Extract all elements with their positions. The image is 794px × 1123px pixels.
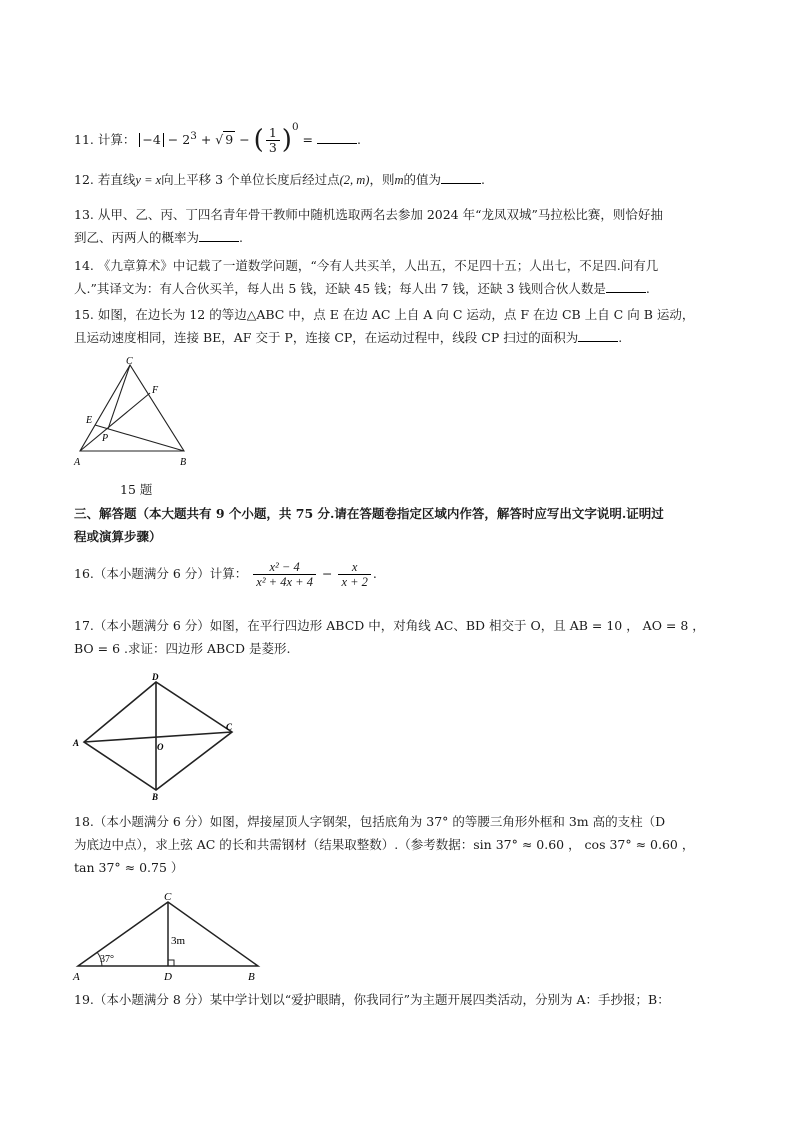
label-c: C [126,356,133,367]
label-height: 3m [171,935,186,947]
q11-equals: = [302,132,314,147]
q12-m: m [394,173,404,187]
q15-line-2-text: 且运动速度相同，连接 BE，AF 交于 P，连接 CP，在运动过程中，线段 CP 扫过的面积为 [74,330,579,345]
section-3-line-2: 程或演算步骤） [74,529,162,544]
q16-fraction-2 [338,560,370,589]
q11-minus2: − [239,132,250,147]
label-f: F [152,385,159,396]
q16-f2-num: x [338,560,370,575]
q11-base: 2 [182,132,191,147]
q14-line-2: 人.”其译文为：有人合伙买羊，每人出 5 钱，还缺 45 钱；每人出 7 钱，还缺 3 钱则合伙人数是 . [74,281,650,296]
q11-paren-left: ( [253,125,264,155]
q11-exponent: 3 [190,129,197,142]
q11-radicand: 9 [225,132,234,147]
q11-number: 11. [74,132,94,147]
q16-label: 16.（本小题满分 6 分）计算： [74,566,248,581]
q15-figure-caption: 15 题 [120,482,153,497]
q14-line-2-text: 人.”其译文为：有人合伙买羊，每人出 5 钱，还缺 45 钱；每人出 7 钱，还缺 3 钱则合伙人数是 [74,281,606,296]
q16-f1-num: x² − 4 [253,560,316,575]
q18-roof-truss-figure [68,888,268,984]
q11-frac-num: 1 [266,126,280,141]
q15-triangle-figure [68,355,198,473]
label-c: C [226,722,233,732]
question-16 [74,560,724,589]
q17-line-2: BO = 6 .求证：四边形 ABCD 是菱形. [74,641,291,656]
q11-answer-blank[interactable] [317,131,357,144]
q19-line-1: 19.（本小题满分 8 分）某中学计划以“爱护眼睛，你我同行”为主题开展四类活动，分别为 A：手抄报；B： [74,992,670,1007]
q11-fraction [266,126,280,155]
q16-period: . [372,566,377,581]
section-3-line-1: 三、解答题（本大题共有 9 个小题，共 75 分.请在答题卷指定区域内作答，解答时应写出文字说明.证明过 [74,506,664,521]
q16-minus: − [321,566,333,581]
diagonal-ac [84,732,232,742]
label-e: E [86,415,93,426]
q13-line-1: 13. 从甲、乙、丙、丁四名青年骨干教师中随机选取两名去参加 2024 年“龙凤双城”马拉松比赛，则恰好抽 [74,207,663,222]
q11-plus: + [200,132,212,147]
label-a: A [73,971,80,983]
section-3-heading [74,502,724,548]
q17-line-1: 17.（本小题满分 6 分）如图，在平行四边形 ABCD 中，对角线 AC、BD 相交于 O，且 AB = 10 ， AO = 8 ， [74,618,705,633]
label-d: D [164,971,172,983]
label-b: B [180,457,187,468]
q18-line-2: 为底边中点），求上弦 AC 的长和共需钢材（结果取整数）.（参考数据：sin 37° ≈ 0.60 ， cos 37° ≈ 0.60 ， [74,837,695,852]
label-o: O [157,742,164,752]
q12-number: 12. [74,172,94,187]
q16-f1-den: x² + 4x + 4 [256,575,313,589]
q11-abs-value: −4 [142,132,161,147]
question-12: 12. 若直线y = x向上平移 3 个单位长度后经过点(2, m)，则m的值为 . [74,172,485,187]
q14-line-1: 14. 《九章算术》中记载了一道数学问题，“今有人共买羊，人出五，不足四十五；人出七，不足四.问有几 [74,258,659,273]
label-c: C [164,891,172,903]
q18-line-1: 18.（本小题满分 6 分）如图，焊接屋顶人字钢架，包括底角为 37° 的等腰三角形外框和 3m 高的支柱（D [74,814,666,829]
q12-text-4: 的值为 [403,172,441,187]
q16-fraction-1 [253,560,316,589]
q13-answer-blank[interactable] [199,229,239,242]
question-18 [74,810,724,879]
label-p: P [102,433,109,444]
label-d: D [152,672,159,682]
q12-equation: y = x [135,173,162,187]
q12-point: (2, m) [339,173,370,187]
q11-power-zero: 0 [291,121,299,133]
q14-answer-blank[interactable] [606,280,646,293]
q12-text-1: 若直线 [97,172,136,187]
rhombus-abcd [84,682,232,790]
q18-line-3: tan 37° ≈ 0.75 ） [74,860,184,875]
q13-line-2: 到乙、丙两人的概率为 . [74,230,243,245]
label-a: A [73,738,80,748]
q16-f2-den: x + 2 [341,575,368,589]
q11-sqrt-sign: √ [215,132,224,147]
q17-rhombus-figure [68,672,244,802]
question-15 [74,303,724,349]
q11-paren-right: ) [281,125,292,155]
q13-line-2-text: 到乙、丙两人的概率为 [74,230,200,245]
question-13 [74,203,724,249]
question-19 [74,988,724,1011]
q15-line-2: 且运动速度相同，连接 BE，AF 交于 P，连接 CP，在运动过程中，线段 CP 扫过的面积为 . [74,330,623,345]
q15-line-1: 15. 如图，在边长为 12 的等边△ABC 中，点 E 在边 AC 上自 A 向 C 运动，点 F 在边 CB 上自 C 向 B 运动， [74,307,695,322]
q12-text-3: ，则 [369,172,395,187]
label-angle: 37° [100,954,114,965]
q11-label: 计算： [97,132,136,147]
q12-answer-blank[interactable] [441,171,481,184]
label-b: B [248,971,255,983]
question-11: 11. 计算： $-4 - 2^3$ + √ 9 − ( $\frac{1}{3}$ )$^0$ = . [74,121,361,155]
q11-frac-den: 3 [268,140,277,155]
q11-minus: − [167,132,179,147]
label-a: A [74,457,81,468]
question-14 [74,254,724,300]
question-17 [74,614,724,660]
right-angle-mark [168,960,174,966]
q12-text-2: 向上平移 3 个单位长度后经过点 [161,172,340,187]
q15-answer-blank[interactable] [578,329,618,342]
q11-abs [139,133,163,147]
label-b: B [152,792,159,802]
